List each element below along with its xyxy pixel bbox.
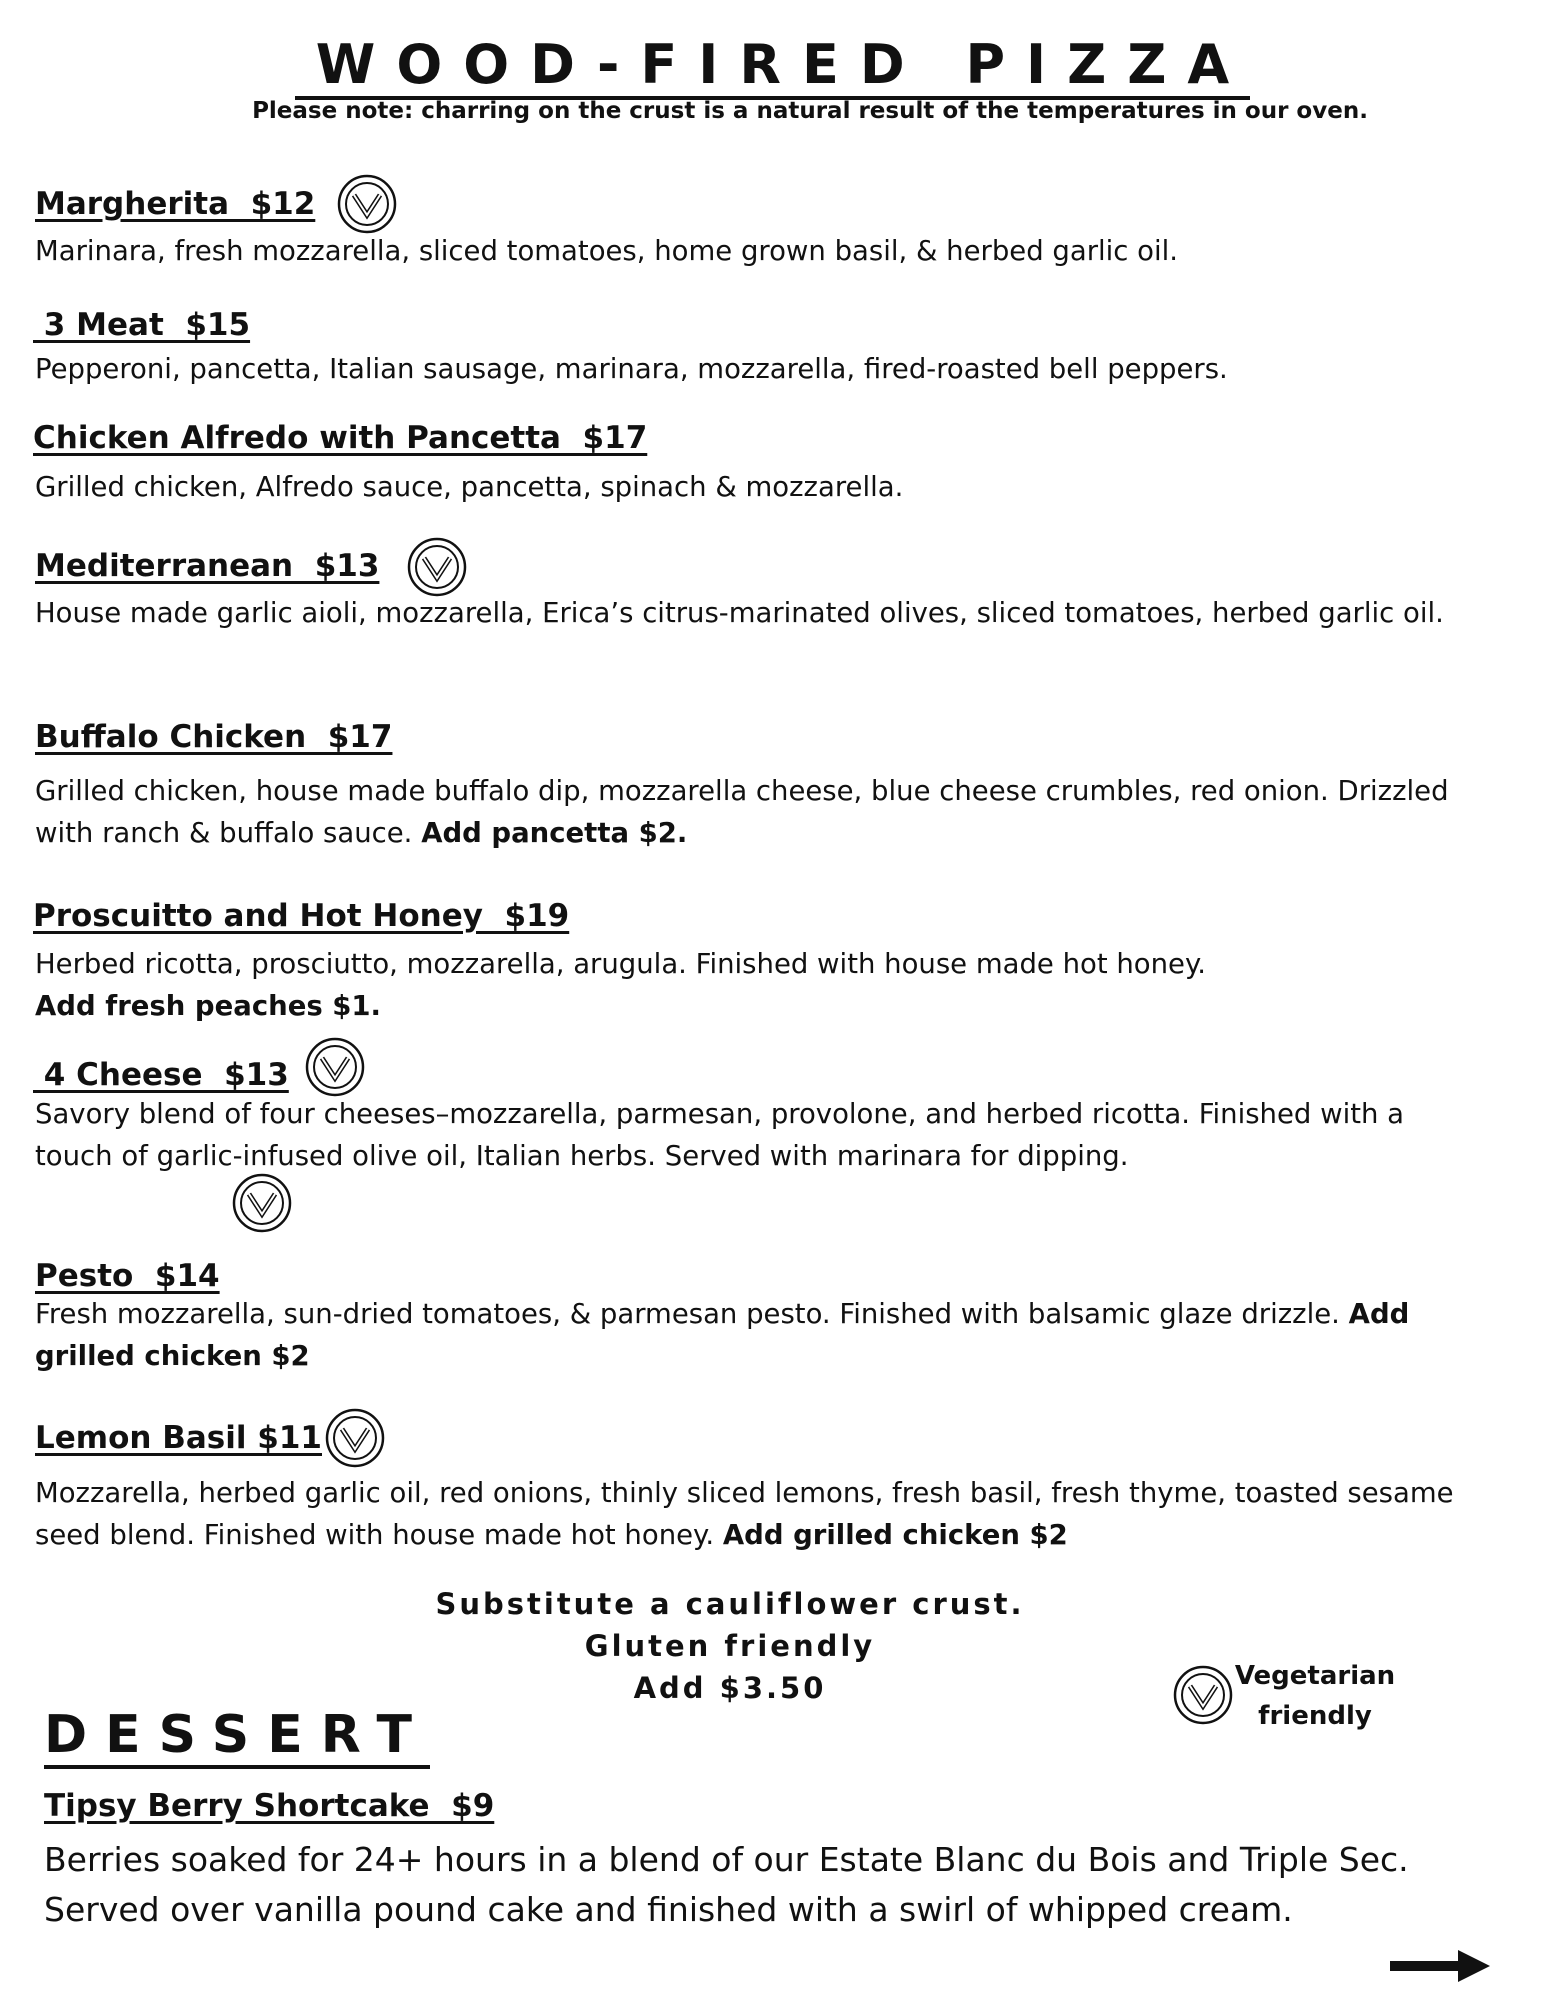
vegetarian-icon (305, 1037, 365, 1097)
arrow-right-icon[interactable] (1390, 1948, 1490, 1984)
vegetarian-icon (337, 174, 397, 234)
item-desc-pesto: Fresh mozzarella, sun-dried tomatoes, & parmesan pesto. Finished with balsamic glaze drizzle. Add grilled chicken $2 (35, 1298, 1410, 1372)
dessert-item-desc: Berries soaked for 24+ hours in a blend of our Estate Blanc du Bois and Triple Sec. Served over vanilla pound cake and finished with a swirl of whipped cream. (44, 1840, 1409, 1929)
vegetarian-legend: Vegetarian friendly (1234, 1661, 1396, 1731)
vegetarian-icon (325, 1408, 385, 1468)
item-desc-4-cheese: Savory blend of four cheeses–mozzarella, parmesan, provolone, and herbed ricotta. Finished with a touch of garlic-infused olive oil, Italian herbs. Served with marinara for dipping. (35, 1098, 1405, 1172)
addon-pancetta: Add pancetta $2. (421, 817, 688, 849)
charring-note: Please note: charring on the crust is a natural result of the temperatures in our oven. (252, 98, 1368, 124)
item-name-mediterranean: Mediterranean $13 (35, 548, 380, 584)
addon-grilled-chicken: Add grilled chicken $2 (35, 1298, 1410, 1372)
item-name-chicken-alfredo: Chicken Alfredo with Pancetta $17 (33, 420, 648, 456)
item-desc-3-meat: Pepperoni, pancetta, Italian sausage, marinara, mozzarella, fired-roasted bell peppers. (35, 353, 1228, 385)
item-name-3-meat: 3 Meat $15 (33, 307, 251, 343)
dessert-item-name: Tipsy Berry Shortcake $9 (44, 1788, 495, 1824)
dessert-heading: DESSERT (44, 1700, 430, 1770)
page-title: WOOD-FIRED PIZZA (0, 30, 1545, 100)
item-name-margherita: Margherita $12 (35, 186, 316, 222)
item-name-proscuitto: Proscuitto and Hot Honey $19 (33, 898, 570, 934)
item-name-4-cheese: 4 Cheese $13 (33, 1057, 289, 1093)
item-name-lemon-basil: Lemon Basil $11 (35, 1420, 322, 1456)
item-name-pesto: Pesto $14 (35, 1258, 220, 1294)
item-desc-lemon-basil: Mozzarella, herbed garlic oil, red onions, thinly sliced lemons, fresh basil, fresh thyme, toasted sesame seed blend. Finished with house made hot honey. Add grilled chicken $2 (35, 1477, 1454, 1551)
item-desc-margherita: Marinara, fresh mozzarella, sliced tomatoes, home grown basil, & herbed garlic oil. (35, 235, 1179, 267)
addon-peaches: Add fresh peaches $1. (35, 990, 382, 1022)
vegetarian-icon (232, 1173, 292, 1233)
item-desc-proscuitto: Herbed ricotta, prosciutto, mozzarella, arugula. Finished with house made hot honey. Add fresh peaches $1. (35, 948, 1207, 1022)
item-desc-buffalo-chicken: Grilled chicken, house made buffalo dip, mozzarella cheese, blue cheese crumbles, red onion. Drizzled with ranch & buffalo sauce. Add pancetta $2. (35, 775, 1449, 849)
item-desc-chicken-alfredo: Grilled chicken, Alfredo sauce, pancetta, spinach & mozzarella. (35, 471, 904, 503)
item-name-buffalo-chicken: Buffalo Chicken $17 (35, 719, 393, 755)
cauliflower-crust-note: Substitute a cauliflower crust. Gluten friendly Add $3.50 (435, 1587, 1025, 1705)
vegetarian-icon (1173, 1665, 1233, 1725)
vegetarian-icon (407, 537, 467, 597)
addon-grilled-chicken: Add grilled chicken $2 (722, 1519, 1068, 1551)
item-desc-mediterranean: House made garlic aioli, mozzarella, Erica’s citrus-marinated olives, sliced tomatoes, herbed garlic oil. (35, 597, 1444, 629)
